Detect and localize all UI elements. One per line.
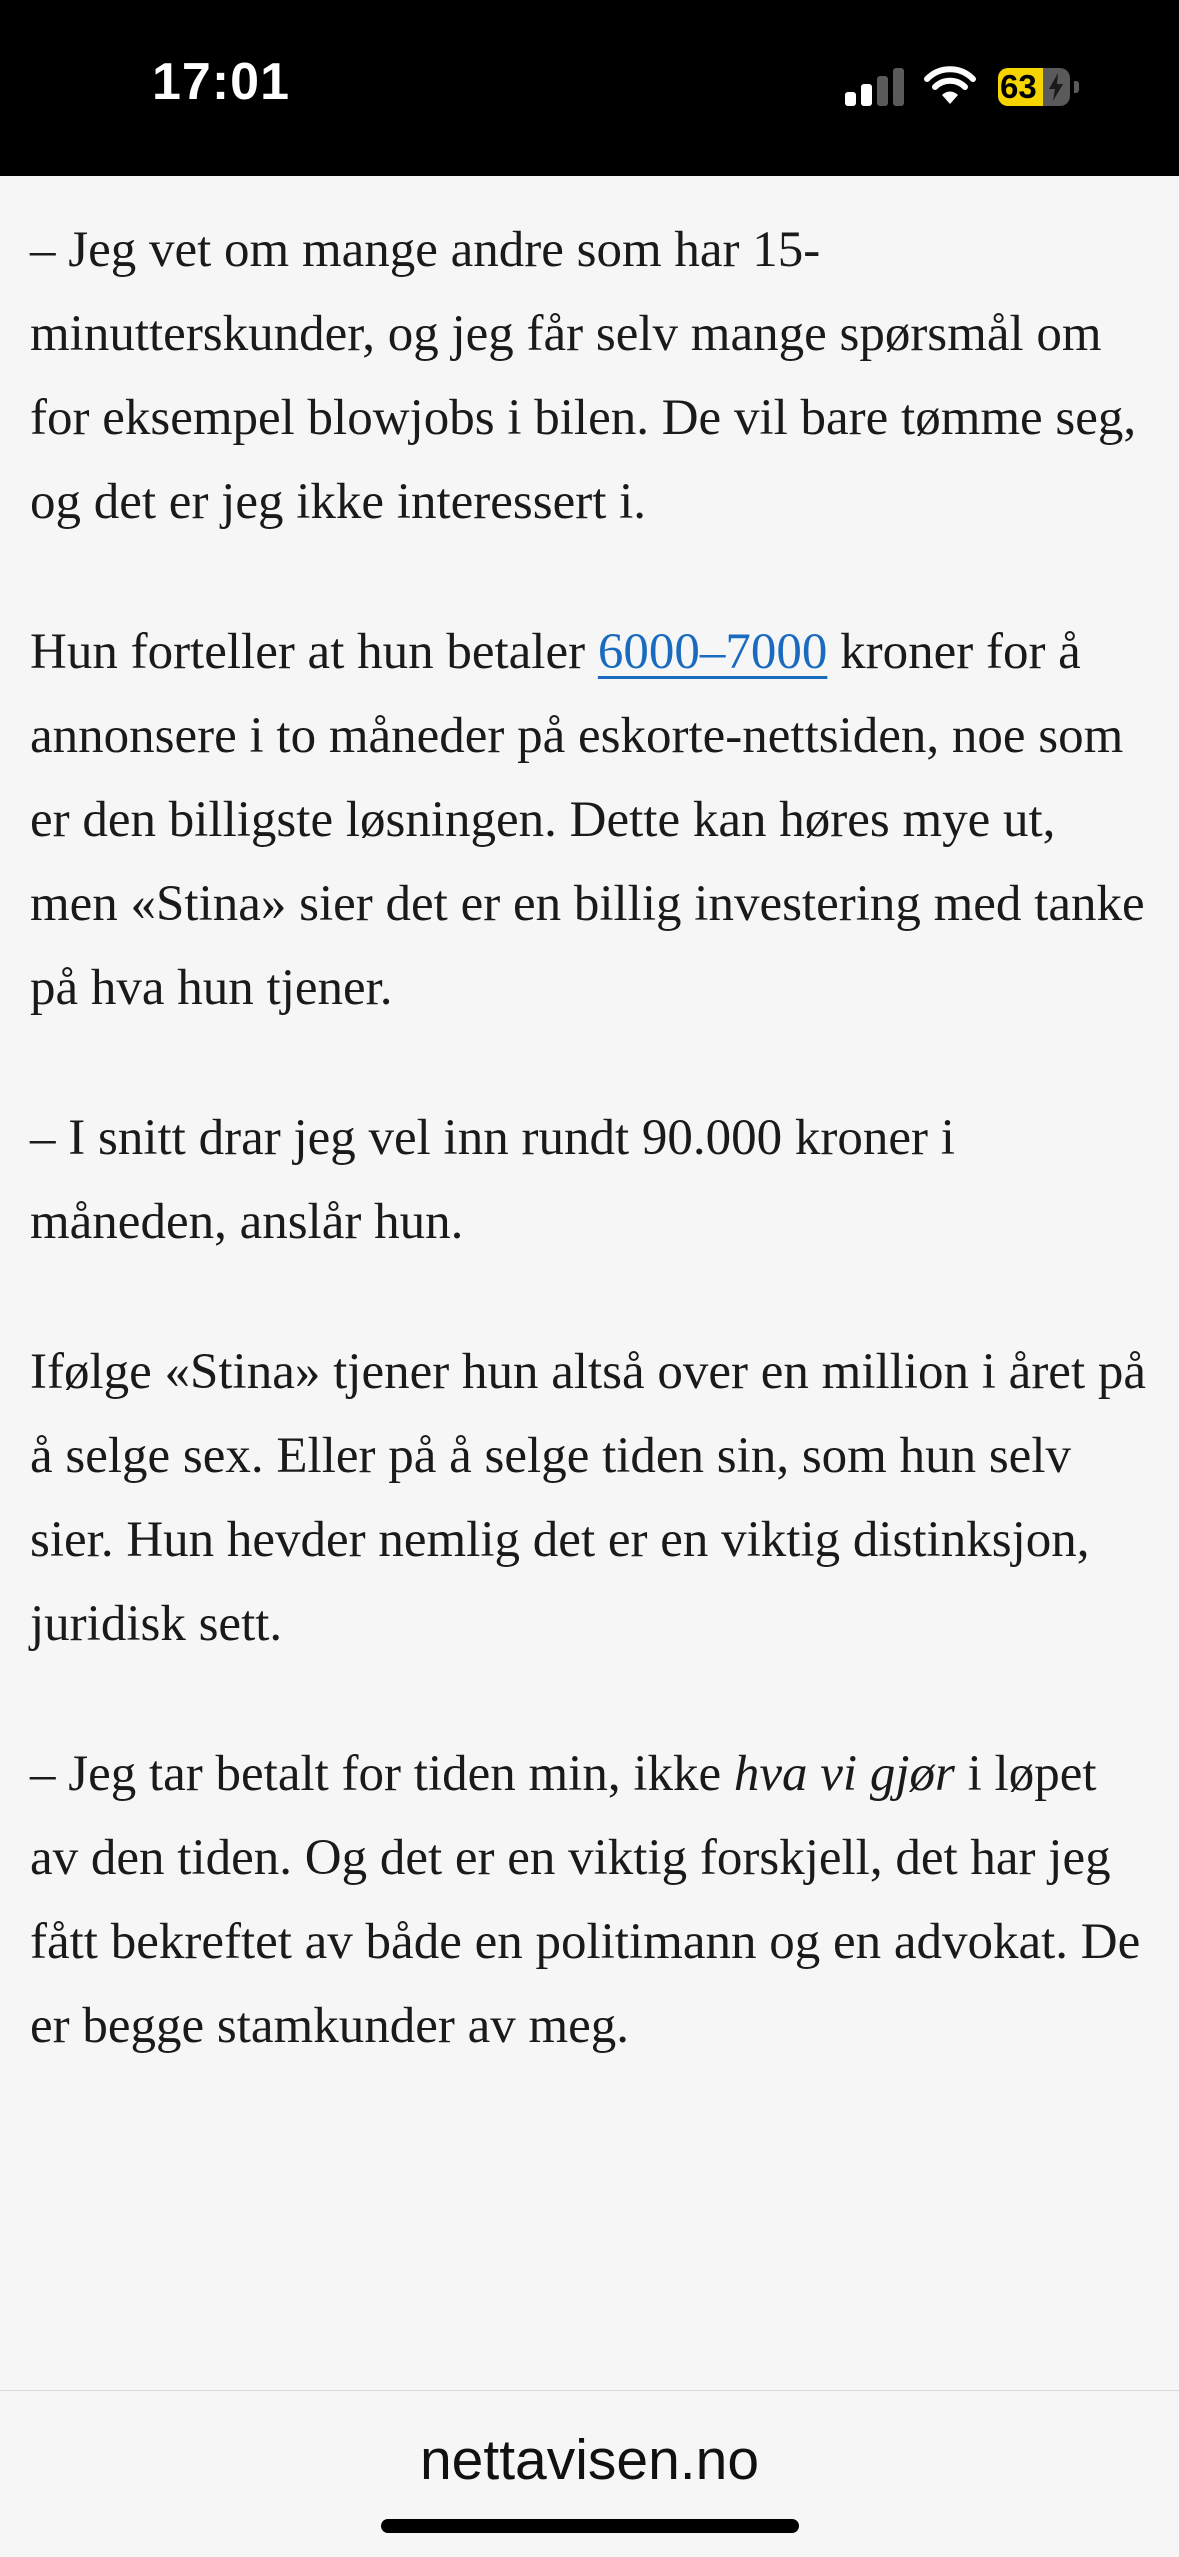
- battery-body: [998, 68, 1070, 106]
- wifi-icon: [924, 66, 976, 106]
- paragraph-3: – I snitt drar jeg vel inn rundt 90.000 kroner i måneden, anslår hun.: [30, 1110, 955, 1250]
- bolt-icon: [1048, 73, 1064, 101]
- article-body: [30, 208, 1155, 2134]
- battery-level: 63: [1000, 68, 1037, 105]
- browser-address-bar[interactable]: [0, 2390, 1179, 2557]
- paragraph-5-end: i løpet av den tiden. Og det er en viktig forskjell, det har jeg fått bekreftet av både en politimann og en advokat. De er begge stamkunder av meg.: [30, 1746, 1141, 2054]
- paragraph-5: [30, 1732, 1155, 2068]
- status-bar: [0, 0, 1179, 176]
- battery-cap: [1074, 81, 1079, 93]
- paragraph-2-start: Hun forteller at hun betaler: [30, 624, 598, 680]
- paragraph-2: [30, 610, 1155, 1030]
- battery-charging-icon: [998, 68, 1070, 106]
- price-link[interactable]: 6000–7000: [597, 624, 828, 680]
- site-domain[interactable]: nettavisen.no: [419, 2428, 760, 2492]
- paragraph-2-end: kroner for å annonsere i to måneder på eskorte-nettsiden, noe som er den billigste løsningen. Dette kan høres mye ut, men «Stina» sier det er en billig investering med tanke på hva hun tjener.: [30, 624, 1145, 1016]
- cellular-signal-icon: [845, 66, 905, 106]
- paragraph-5-emphasis: hva vi gjør: [733, 1746, 955, 1802]
- paragraph-4: Ifølge «Stina» tjener hun altså over en million i året på å selge sex. Eller på å selge tiden sin, som hun selv sier. Hun hevder nemlig det er en viktig distinksjon, juridisk sett.: [30, 1344, 1146, 1652]
- status-time: 17:01: [152, 53, 290, 111]
- paragraph-5-start: – Jeg tar betalt for tiden min, ikke: [30, 1746, 734, 1802]
- home-indicator[interactable]: [381, 2519, 799, 2533]
- paragraph-1: – Jeg vet om mange andre som har 15-minutterskunder, og jeg får selv mange spørsmål om for eksempel blowjobs i bilen. De vil bare tømme seg, og det er jeg ikke interessert i.: [30, 222, 1137, 530]
